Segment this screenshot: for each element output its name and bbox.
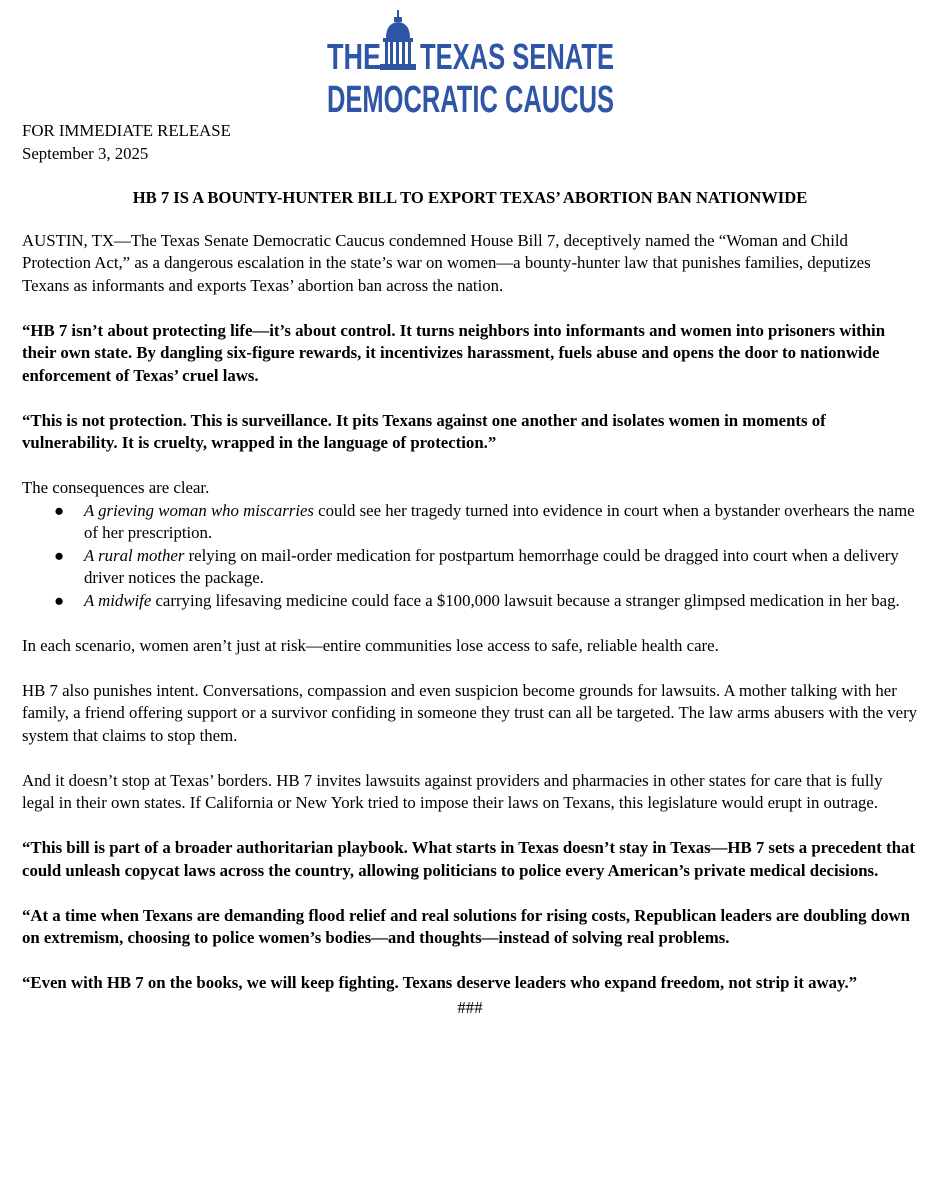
consequences-lead: The consequences are clear. bbox=[22, 478, 210, 497]
list-item bbox=[54, 500, 918, 545]
intro-paragraph: AUSTIN, TX—The Texas Senate Democratic Caucus condemned House Bill 7, deceptively named the “Woman and Child Protection Act,” as a dangerous escalation in the state’s war on women—a bounty-hunter law that punishes families, deputizes Texans as informants and exports Texas’ abortion ban across the nation. bbox=[22, 230, 871, 295]
quote-authoritarian: “This bill is part of a broader authoritarian playbook. What starts in Texas doesn’t stay in Texas—HB 7 sets a precedent that could unleash copycat laws across the country, allowing politicians to police every American’s private medical decisions. bbox=[22, 838, 915, 880]
caucus-logo bbox=[325, 8, 625, 121]
bullet-emphasis: A rural mother bbox=[84, 545, 185, 565]
bullet-icon: ● bbox=[54, 545, 65, 565]
consequences-list bbox=[22, 500, 918, 613]
press-release bbox=[22, 120, 918, 1019]
logo-line2: DEMOCRATIC CAUCUS bbox=[327, 79, 614, 121]
quote-control: “HB 7 isn’t about protecting life—it’s about control. It turns neighbors into informants and women into prisoners within their own state. By dangling six-figure rewards, it incentivizes harassment, fuels abuse and opens the door to nationwide enforcement of Texas’ cruel laws. bbox=[22, 320, 886, 385]
release-date: September 3, 2025 bbox=[22, 143, 149, 163]
bullet-icon: ● bbox=[54, 590, 65, 610]
release-label: FOR IMMEDIATE RELEASE bbox=[22, 121, 231, 140]
bullet-emphasis: A grieving woman who miscarries bbox=[84, 500, 314, 520]
headline: HB 7 IS A BOUNTY-HUNTER BILL TO EXPORT TEXAS’ ABORTION BAN NATIONWIDE bbox=[132, 188, 808, 207]
borders-paragraph: And it doesn’t stop at Texas’ borders. HB 7 invites lawsuits against providers and pharmacies in other states for care that is fully legal in their own states. If California or New York tried to impose their laws on Texans, this legislature would erupt in outrage. bbox=[22, 770, 883, 812]
list-item bbox=[54, 545, 918, 590]
logo-line1-right: TEXAS SENATE bbox=[420, 36, 614, 77]
list-item bbox=[54, 590, 918, 613]
intent-paragraph: HB 7 also punishes intent. Conversations, compassion and even suspicion become grounds for lawsuits. A mother talking with her family, a friend offering support or a survivor confiding in someone they trust can all be targeted. The law arms abusers with the very system that claims to stop them. bbox=[22, 680, 918, 745]
bullet-text: carrying lifesaving medicine could face a $100,000 lawsuit because a stranger glimpsed medication in her bag. bbox=[151, 590, 900, 610]
bullet-text: could see her tragedy turned into evidence in court when a bystander overhears the name of her prescription. bbox=[84, 500, 915, 542]
bullet-text: relying on mail-order medication for postpartum hemorrhage could be dragged into court when a delivery driver notices the package. bbox=[84, 545, 899, 587]
quote-surveillance: “This is not protection. This is surveillance. It pits Texans against one another and isolates women in moments of vulnerability. It is cruelty, wrapped in the language of protection.” bbox=[22, 410, 826, 452]
quote-extremism: “At a time when Texans are demanding flood relief and real solutions for rising costs, Republican leaders are doubling down on extremism, choosing to police women’s bodies—and thoughts—instead of solving real problems. bbox=[22, 905, 910, 947]
end-mark: ### bbox=[457, 997, 483, 1017]
capitol-dome-icon bbox=[380, 10, 416, 70]
bullet-emphasis: A midwife bbox=[84, 590, 152, 610]
bullet-icon: ● bbox=[54, 500, 65, 520]
scenario-paragraph: In each scenario, women aren’t just at risk—entire communities lose access to safe, reliable health care. bbox=[22, 635, 719, 655]
quote-keep-fighting: “Even with HB 7 on the books, we will keep fighting. Texans deserve leaders who expand freedom, not strip it away.” bbox=[22, 973, 858, 992]
logo-line1-left: THE bbox=[327, 36, 381, 77]
